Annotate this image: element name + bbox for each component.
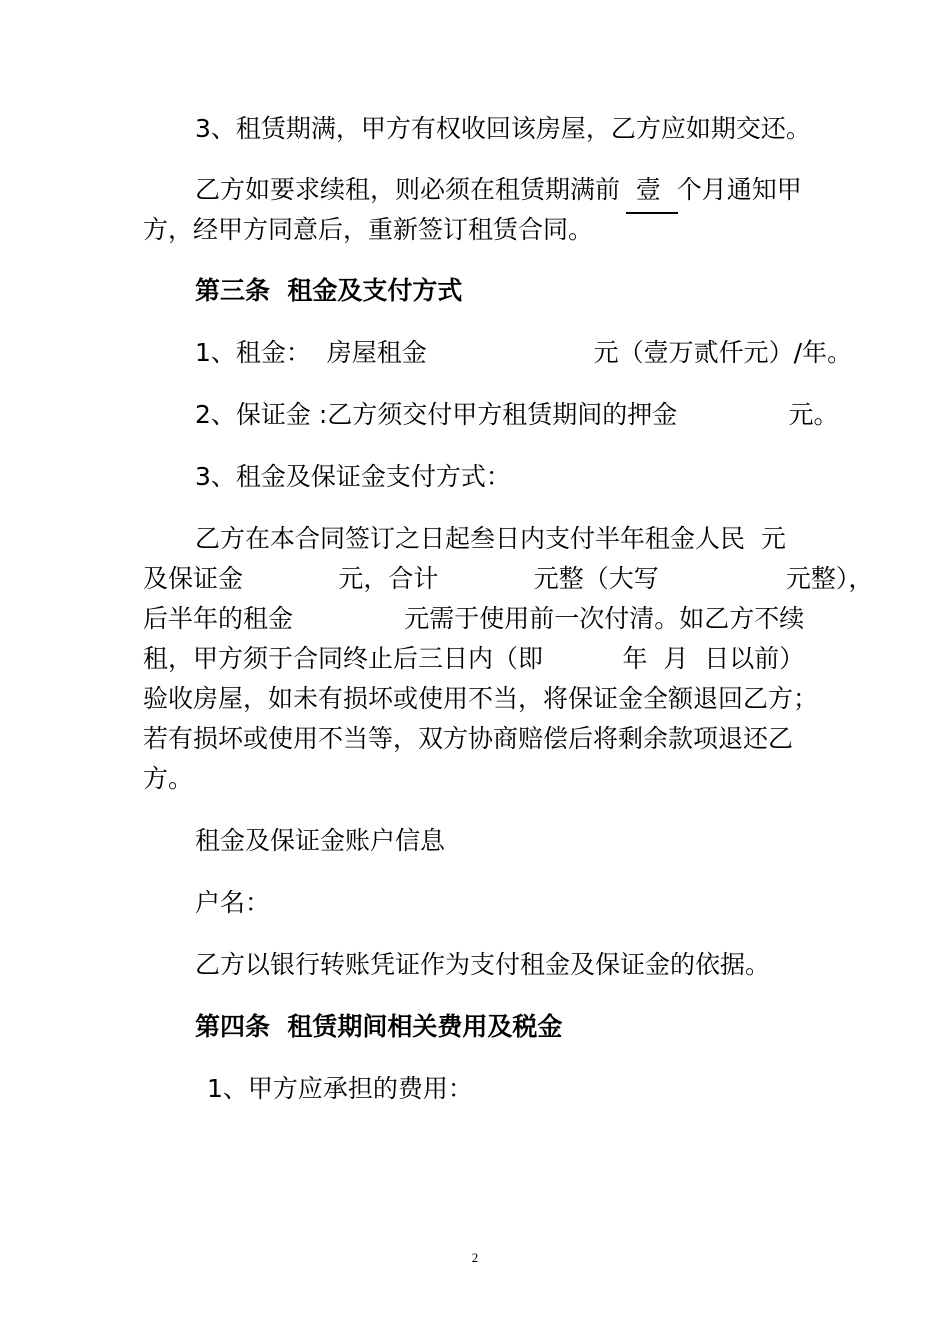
account-name-label: 户名： — [195, 888, 271, 917]
rent-amount-item: 1、租金： 房屋租金 元（壹万贰仟元）/年。 — [195, 338, 853, 367]
renewal-paragraph-line-1: 乙方如要求续租，则必须在租赁期满前 壹 个月通知甲 — [195, 175, 802, 204]
clause-2-item-3: 3、租赁期满，甲方有权收回该房屋，乙方应如期交还。 — [195, 114, 811, 143]
account-info-heading: 租金及保证金账户信息 — [195, 826, 446, 855]
payment-proof-statement: 乙方以银行转账凭证作为支付租金及保证金的依据。 — [195, 950, 771, 979]
payment-paragraph-line-4: 租，甲方须于合同终止后三日内（即 年 月 日以前） — [143, 644, 805, 673]
party-a-fees-item: 1、甲方应承担的费用： — [207, 1074, 473, 1103]
renewal-paragraph-line-2: 方，经甲方同意后，重新签订租赁合同。 — [143, 215, 594, 244]
payment-method-item: 3、租金及保证金支付方式： — [195, 462, 511, 491]
payment-paragraph-line-3: 后半年的租金 元需于使用前一次付清。如乙方不续 — [143, 604, 805, 633]
page-number: 2 — [471, 1250, 479, 1265]
payment-paragraph-line-2: 及保证金 元，合计 元整（大写 元整）， — [143, 564, 874, 593]
deposit-item: 2、保证金 :乙方须交付甲方租赁期间的押金 元。 — [195, 400, 839, 429]
payment-paragraph-line-1: 乙方在本合同签订之日起叁日内支付半年租金人民 元 — [195, 524, 786, 553]
payment-paragraph-line-6: 若有损坏或使用不当等，双方协商赔偿后将剩余款项退还乙 — [143, 724, 794, 753]
payment-paragraph-line-7: 方。 — [143, 764, 194, 793]
payment-paragraph-line-5: 验收房屋，如未有损坏或使用不当，将保证金全额退回乙方； — [143, 684, 819, 713]
months-underline — [626, 212, 678, 214]
article-3-heading: 第三条 租金及支付方式 — [195, 276, 463, 305]
article-4-heading: 第四条 租赁期间相关费用及税金 — [195, 1012, 563, 1041]
